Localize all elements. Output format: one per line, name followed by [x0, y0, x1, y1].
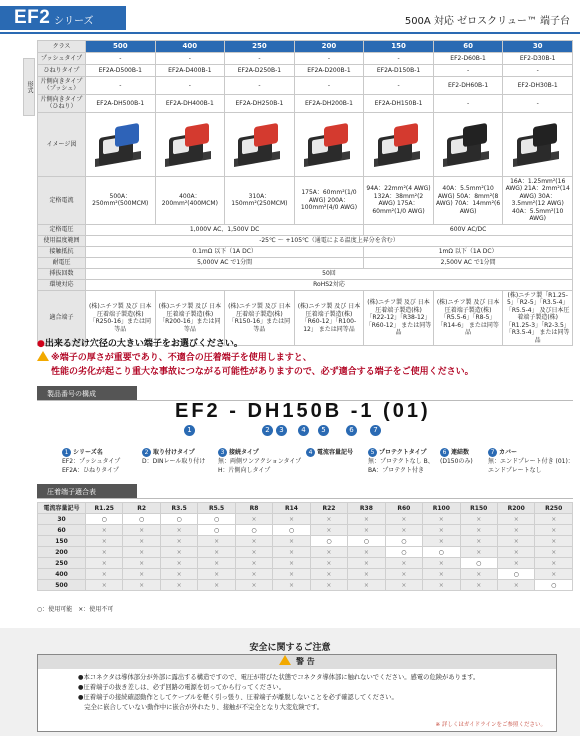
compat-cell: × [235, 558, 272, 569]
compat-cell: × [86, 580, 123, 591]
compat-cell: × [160, 569, 197, 580]
temp-value: -25℃ ～ +105℃（通電による温度上昇分を含む） [86, 235, 573, 246]
model-cell: - [225, 52, 295, 64]
compat-cell: ○ [385, 536, 422, 547]
model-cell: - [433, 94, 503, 112]
compat-cell: ○ [123, 514, 160, 525]
rated-current-label: 定格電流 [38, 176, 86, 224]
product-image-cell [433, 112, 503, 176]
terminal-cell: (株)ニチフ製 及び 日本圧着端子製造(株) 「R22-12」「R38-12」「R60-12」 または同等品 [364, 290, 434, 346]
row-label: プッシュタイプ [38, 52, 86, 64]
legend-number: 5 [368, 448, 377, 457]
compat-row-header: 250 [38, 558, 86, 569]
thickness-warning-line2: 性能の劣化が起こり重大な事故につながる可能性がありますので、必ず適合する端子をご使用ください。 [51, 367, 474, 377]
legend-title: プロテクトタイプ [379, 449, 427, 456]
safety-title: 安全に関するご注意 [249, 643, 331, 653]
terminal-block-image [163, 121, 217, 167]
compat-cell: × [385, 514, 422, 525]
legend-title: シリーズ名 [73, 449, 103, 456]
legend-number: 7 [488, 448, 497, 457]
spec-withstand-row [38, 257, 573, 268]
model-cell: EF2A-D200B-1 [294, 64, 364, 76]
partno-legend-item [142, 448, 222, 466]
compat-col-header: R250 [535, 503, 573, 514]
compat-cell: ○ [310, 536, 347, 547]
compat-cell: × [198, 569, 235, 580]
terminal-block-image [302, 121, 356, 167]
compat-cell: × [273, 536, 310, 547]
legend-number: 1 [62, 448, 71, 457]
row-label: ひねりタイプ [38, 64, 86, 76]
compat-col-header: R2 [123, 503, 160, 514]
terminal-cell: (株)ニチフ製 及び 日本圧着端子製造(株) 「R60-12」「R100-12」 または同等品 [294, 290, 364, 346]
thickness-warning [37, 351, 557, 379]
warning-header [38, 655, 556, 669]
compat-cell: × [273, 514, 310, 525]
model-cell: - [155, 76, 225, 94]
rated-current-cell: 40A：5.5mm²(10 AWG) 50A：8mm²(8 AWG) 70A：14mm²(6 AWG) [433, 176, 503, 224]
legend-title: カバー [499, 449, 518, 456]
model-side-label: 形式 [23, 58, 35, 116]
compat-cell: × [160, 536, 197, 547]
compat-row [38, 525, 573, 536]
model-cell: - [155, 52, 225, 64]
withstand-a: 5,000V AC で1分間 [86, 257, 364, 268]
compat-cell: × [460, 569, 497, 580]
warning-triangle-icon [279, 655, 291, 665]
warning-line: ●圧着端子の抜き差しは、必ず回路の電源を切ってから行ってください。 [78, 684, 285, 691]
compat-table [37, 502, 573, 591]
compat-cell: × [273, 580, 310, 591]
digit-marker: 6 [346, 425, 357, 436]
compat-cell: × [385, 569, 422, 580]
compat-cell: × [86, 558, 123, 569]
compat-cell: × [423, 558, 460, 569]
hole-size-note [37, 336, 243, 349]
compat-cell: × [460, 514, 497, 525]
compat-cell: ○ [160, 514, 197, 525]
compat-cell: × [235, 536, 272, 547]
model-cell: EF2-D30B-1 [503, 52, 573, 64]
compat-cell: × [123, 525, 160, 536]
compat-row-header: 150 [38, 536, 86, 547]
compat-cell: × [235, 580, 272, 591]
warning-label: 警 告 [296, 657, 315, 666]
compat-cell: × [497, 514, 534, 525]
model-cell: EF2A-D400B-1 [155, 64, 225, 76]
warning-line: ●圧着端子の接続確認動作としてケーブルを軽く引っ張り、圧着端子が離脱しないことを必ず確認してください。 [78, 694, 398, 701]
class-cell: 250 [225, 41, 295, 53]
compat-cell: × [535, 569, 573, 580]
compat-row [38, 547, 573, 558]
partno-legend-item [488, 448, 574, 475]
model-cell: EF2A-D500B-1 [86, 64, 156, 76]
product-image-cell [155, 112, 225, 176]
terminal-block-image [441, 121, 495, 167]
compat-cell: × [235, 514, 272, 525]
compat-cell: × [348, 525, 385, 536]
compat-col-header: R14 [273, 503, 310, 514]
compat-cell: × [86, 569, 123, 580]
compat-legend-note: ○：使用可能 ×：使用不可 [37, 606, 114, 613]
contact-b: 1mΩ 以下（1A DC） [364, 246, 573, 257]
spec-current-row [38, 176, 573, 224]
compat-col-header: R1.25 [86, 503, 123, 514]
temp-label: 使用温度範囲 [38, 235, 86, 246]
compat-col-header: R3.5 [160, 503, 197, 514]
withstand-label: 耐電圧 [38, 257, 86, 268]
product-image-cell [364, 112, 434, 176]
legend-desc: D：DINレール取り付け [142, 458, 206, 465]
rated-current-cell: 400A：200mm²(400MCM) [155, 176, 225, 224]
partno-legend-item [306, 448, 366, 457]
image-label: イメージ図 [38, 112, 86, 176]
digit-marker: 7 [370, 425, 381, 436]
compat-cell: × [497, 536, 534, 547]
compat-cell: × [310, 580, 347, 591]
spec-model-row [38, 76, 573, 94]
model-cell: - [294, 76, 364, 94]
class-cell: 500 [86, 41, 156, 53]
insert-label: 挿抜回数 [38, 268, 86, 279]
terminal-cell: (株)ニチフ製 及び 日本圧着端子製造(株) 「R200-16」または同等品 [155, 290, 225, 346]
compat-cell: × [160, 558, 197, 569]
terminal-label: 適合端子 [38, 290, 86, 346]
compat-cell: × [535, 536, 573, 547]
partno-legend-item [440, 448, 486, 466]
legend-number: 6 [440, 448, 449, 457]
compat-cell: ○ [497, 569, 534, 580]
spec-temp-row [38, 235, 573, 246]
contact-a: 0.1mΩ 以下（1A DC） [86, 246, 364, 257]
terminal-block-image [232, 121, 286, 167]
compat-cell: × [235, 569, 272, 580]
compat-cell: × [497, 558, 534, 569]
compat-col-header: R60 [385, 503, 422, 514]
class-cell: 150 [364, 41, 434, 53]
rated-voltage-a: 1,000V AC、1,500V DC [86, 224, 364, 235]
model-cell: EF2-D60B-1 [433, 52, 503, 64]
legend-desc: 無：エンドプレート付き (01)：エンドプレートなし [488, 458, 574, 474]
spec-model-row [38, 94, 573, 112]
spec-contact-row [38, 246, 573, 257]
compat-cell: × [198, 580, 235, 591]
terminal-block-image [93, 121, 147, 167]
compat-row [38, 569, 573, 580]
env-label: 環境対応 [38, 279, 86, 290]
compat-cell: × [423, 569, 460, 580]
model-cell: EF2A-D250B-1 [225, 64, 295, 76]
compat-cell: ○ [235, 525, 272, 536]
compat-row [38, 536, 573, 547]
model-cell: - [503, 64, 573, 76]
compat-cell: × [198, 536, 235, 547]
compat-cell: × [86, 525, 123, 536]
thickness-warning-line1: ※端子の厚さが重要であり、不適合の圧着端子を使用しますと、 [51, 353, 312, 363]
compat-row [38, 558, 573, 569]
compat-row-header: 400 [38, 569, 86, 580]
compat-cell: × [235, 547, 272, 558]
terminal-cell: (株)ニチフ製 及び 日本圧着端子製造(株) 「R250-16」または同等品 [86, 290, 156, 346]
model-cell: - [503, 94, 573, 112]
page-header [0, 0, 580, 34]
digit-marker: 5 [318, 425, 329, 436]
spec-model-row [38, 52, 573, 64]
compat-cell: ○ [86, 514, 123, 525]
compat-cell: ○ [273, 525, 310, 536]
compat-cell: × [460, 536, 497, 547]
model-cell: EF2-DH60B-1 [433, 76, 503, 94]
compat-cell: × [348, 514, 385, 525]
model-cell: EF2A-DH500B-1 [86, 94, 156, 112]
digit-marker: 2 [262, 425, 273, 436]
compat-cell: × [123, 547, 160, 558]
compat-cell: ○ [535, 580, 573, 591]
class-cell: 200 [294, 41, 364, 53]
model-cell: - [433, 64, 503, 76]
model-cell: EF2A-DH150B-1 [364, 94, 434, 112]
compat-cell: × [310, 569, 347, 580]
compat-cell: ○ [198, 514, 235, 525]
terminal-cell: (株)ニチフ製 及び 日本圧着端子製造(株) 「R5.5-6」「R8-5」「R14-6」 または同等品 [433, 290, 503, 346]
model-cell: - [86, 52, 156, 64]
digit-marker: 4 [298, 425, 309, 436]
compat-cell: × [160, 547, 197, 558]
compat-cell: × [86, 547, 123, 558]
rated-current-cell: 310A：150mm²(250MCM) [225, 176, 295, 224]
hole-size-note-text: 出来るだけ穴径の大きい端子をお選びください。 [44, 339, 243, 349]
warning-box [37, 654, 557, 732]
digit-marker: 1 [184, 425, 195, 436]
compat-cell: × [123, 580, 160, 591]
rated-current-cell: 175A：60mm²(1/0 AWG) 200A：100mm²(4/0 AWG) [294, 176, 364, 224]
rated-current-cell: 500A：250mm²(500MCM) [86, 176, 156, 224]
spec-env-row [38, 279, 573, 290]
compat-row-header: 60 [38, 525, 86, 536]
compat-divider [37, 498, 573, 499]
compat-cell: × [385, 558, 422, 569]
compat-cell: × [160, 580, 197, 591]
model-cell: - [364, 76, 434, 94]
row-label: 片側向きタイプ（プッシュ） [38, 76, 86, 94]
compat-cell: × [497, 525, 534, 536]
compat-col-header: R200 [497, 503, 534, 514]
compat-section-title: 圧着端子適合表 [37, 484, 137, 498]
legend-number: 4 [306, 448, 315, 457]
compat-col-header: R5.5 [198, 503, 235, 514]
legend-title: 接続タイプ [229, 449, 259, 456]
product-image-cell [503, 112, 573, 176]
compat-cell: × [535, 547, 573, 558]
compat-cell: × [423, 536, 460, 547]
compat-cell: ○ [460, 558, 497, 569]
legend-title: 連結数 [451, 449, 470, 456]
safety-section [0, 628, 580, 736]
partno-legend-item [218, 448, 304, 475]
partno-section-title: 製品番号の構成 [37, 386, 137, 400]
compat-cell: × [310, 525, 347, 536]
compat-cell: × [348, 580, 385, 591]
legend-desc: EF2：プッシュタイプ EF2A：ひねりタイプ [62, 458, 121, 474]
compat-cell: × [535, 525, 573, 536]
compat-cell: × [460, 547, 497, 558]
terminal-block-image [372, 121, 426, 167]
legend-title: 取り付けタイプ [153, 449, 195, 456]
contact-label: 接触抵抗 [38, 246, 86, 257]
model-cell: - [86, 76, 156, 94]
compat-row [38, 514, 573, 525]
compat-cell: × [385, 580, 422, 591]
warning-line: 完全に嵌合していない動作中に嵌合が外れたり、接触が不完全となり大変危険です。 [78, 704, 324, 711]
spec-insert-row [38, 268, 573, 279]
compat-cell: × [423, 514, 460, 525]
spec-voltage-row [38, 224, 573, 235]
guideline-note: ※ 詳しくはガイドラインをご参照ください。 [435, 722, 546, 728]
compat-cell: × [497, 547, 534, 558]
class-label: クラス [38, 41, 86, 53]
compat-col-header: R150 [460, 503, 497, 514]
compat-cell: × [460, 525, 497, 536]
partno-legend-item [368, 448, 440, 475]
terminal-cell: (株)ニチフ製「R1.25-5」「R2-5」「R3.5-4」「R5.5-4」 及び日本圧着端子製造(株) 「R1.25-3」「R2-3.5」「R3.5-4」 または同等品 [503, 290, 573, 346]
spec-class-row [38, 41, 573, 53]
compat-cell: × [310, 514, 347, 525]
warning-lines [38, 669, 556, 713]
model-cell: EF2A-DH400B-1 [155, 94, 225, 112]
legend-desc: 無：プロテクトなし B、BA：プロテクト付き [368, 458, 434, 474]
class-cell: 400 [155, 41, 225, 53]
compat-cell: × [423, 580, 460, 591]
compat-cell: × [273, 547, 310, 558]
rated-voltage-label: 定格電圧 [38, 224, 86, 235]
digit-marker: 3 [276, 425, 287, 436]
compat-cell: × [310, 558, 347, 569]
compat-cell: ○ [348, 536, 385, 547]
terminal-block-image [511, 121, 565, 167]
compat-cell: ○ [385, 547, 422, 558]
compat-corner: 電流容量記号 [38, 503, 86, 514]
warning-triangle-icon [37, 351, 49, 361]
compat-cell: × [160, 525, 197, 536]
part-number-code: EF2 - DH150B -1 (01) [175, 400, 431, 422]
compat-cell: × [348, 569, 385, 580]
spec-table [37, 40, 573, 346]
model-cell: - [294, 52, 364, 64]
series-badge [0, 6, 126, 30]
legend-number: 2 [142, 448, 151, 457]
legend-desc: 無：両側ワンアクションタイプ H：片側向しタイプ [218, 458, 302, 474]
compat-cell: × [535, 558, 573, 569]
compat-cell: × [385, 525, 422, 536]
terminal-cell: (株)ニチフ製 及び 日本圧着端子製造(株) 「R150-16」または同等品 [225, 290, 295, 346]
compat-cell: × [198, 558, 235, 569]
compat-col-header: R22 [310, 503, 347, 514]
compat-cell: × [310, 547, 347, 558]
product-image-cell [86, 112, 156, 176]
env-value: RoHS2対応 [86, 279, 573, 290]
model-cell: EF2A-DH250B-1 [225, 94, 295, 112]
compat-cell: ○ [198, 525, 235, 536]
compat-cell: ○ [423, 547, 460, 558]
legend-number: 3 [218, 448, 227, 457]
warning-line: ●本コネクタは導体部分が外部に露出する構造ですので、電圧が帯びた状態でコネクタ導体部に触れないでください。感電の危険があります。 [78, 674, 480, 681]
legend-desc: (D150のみ) [440, 458, 473, 465]
compat-row-header: 30 [38, 514, 86, 525]
model-cell: - [225, 76, 295, 94]
series-suffix: シリーズ [54, 16, 94, 27]
compat-header-row [38, 503, 573, 514]
compat-col-header: R8 [235, 503, 272, 514]
spec-model-row [38, 64, 573, 76]
model-cell: EF2A-DH200B-1 [294, 94, 364, 112]
compat-cell: × [497, 580, 534, 591]
model-cell: EF2A-D150B-1 [364, 64, 434, 76]
insert-value: 50回 [86, 268, 573, 279]
compat-cell: × [535, 514, 573, 525]
product-image-cell [294, 112, 364, 176]
compat-cell: × [123, 569, 160, 580]
rated-current-cell: 16A：1.25mm²(16 AWG) 21A：2mm²(14 AWG) 30A：3.5mm²(12 AWG) 40A：5.5mm²(10 AWG) [503, 176, 573, 224]
spec-image-row [38, 112, 573, 176]
compat-cell: × [86, 536, 123, 547]
rated-current-cell: 94A：22mm²(4 AWG) 132A：38mm²(2 AWG) 175A：60mm²(1/0 AWG) [364, 176, 434, 224]
compat-row-header: 500 [38, 580, 86, 591]
withstand-b: 2,500V AC で1分間 [364, 257, 573, 268]
legend-title: 電流容量記号 [317, 449, 354, 456]
compat-cell: × [348, 547, 385, 558]
compat-cell: × [423, 525, 460, 536]
page-title: 500A 対応 ゼロスクリュー™ 端子台 [404, 16, 570, 27]
compat-cell: × [460, 580, 497, 591]
compat-cell: × [123, 536, 160, 547]
row-label: 片側向きタイプ（ひねり） [38, 94, 86, 112]
series-code: EF2 [14, 7, 51, 28]
compat-cell: × [198, 547, 235, 558]
compat-row [38, 580, 573, 591]
model-cell: - [364, 52, 434, 64]
compat-col-header: R38 [348, 503, 385, 514]
model-cell: EF2-DH30B-1 [503, 76, 573, 94]
compat-cell: × [273, 558, 310, 569]
compat-row-header: 200 [38, 547, 86, 558]
class-cell: 30 [503, 41, 573, 53]
compat-cell: × [273, 569, 310, 580]
bullet-icon: ● [37, 339, 45, 349]
compat-cell: × [123, 558, 160, 569]
rated-voltage-b: 600V AC/DC [364, 224, 573, 235]
compat-cell: × [348, 558, 385, 569]
compat-col-header: R100 [423, 503, 460, 514]
partno-legend-item [62, 448, 142, 475]
product-image-cell [225, 112, 295, 176]
class-cell: 60 [433, 41, 503, 53]
